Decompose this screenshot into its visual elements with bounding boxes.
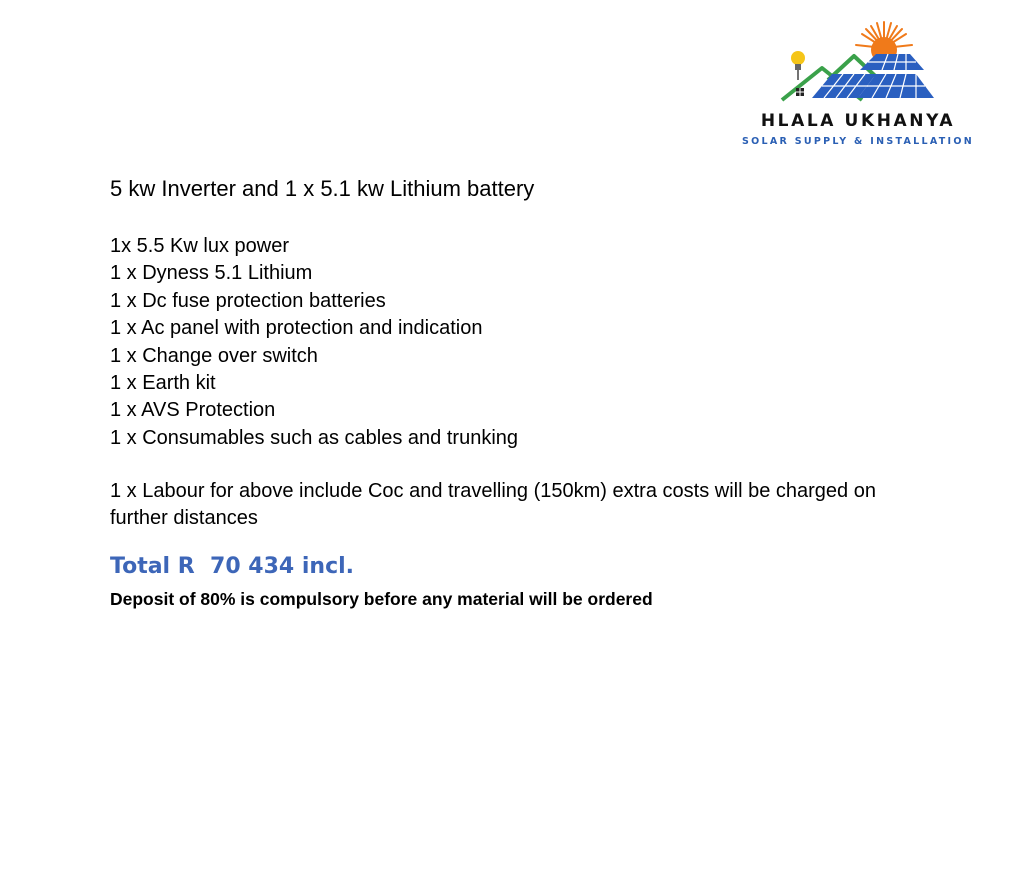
list-item: 1 x Change over switch: [110, 344, 318, 367]
list-item: 1 x AVS Protection: [110, 399, 276, 422]
brand-name: HLALA UKHANYA: [760, 111, 956, 131]
brand-tagline: SOLAR SUPPLY & INSTALLATION: [741, 136, 975, 147]
list-item: 1 x Ac panel with protection and indication: [110, 317, 483, 340]
item-list: [110, 233, 518, 452]
light-bulb-icon: [791, 51, 805, 80]
deposit-note: Deposit of 80% is compulsory before any material will be ordered: [110, 589, 653, 609]
quote-title: 5 kw Inverter and 1 x 5.1 kw Lithium battery: [110, 176, 535, 201]
list-item: 1 x Dyness 5.1 Lithium: [110, 262, 313, 285]
company-logo: [728, 18, 988, 153]
logo-graphic: [776, 18, 946, 106]
labour-note: 1 x Labour for above include Coc and travelling (150km) extra costs will be charged on further distances: [110, 480, 876, 529]
list-item: 1x 5.5 Kw lux power: [110, 235, 289, 257]
list-item: 1 x Consumables such as cables and trunking: [110, 426, 519, 449]
total-price: Total R 70 434 incl.: [110, 554, 355, 579]
list-item: 1 x Dc fuse protection batteries: [110, 289, 386, 312]
list-item: 1 x Earth kit: [110, 372, 216, 395]
